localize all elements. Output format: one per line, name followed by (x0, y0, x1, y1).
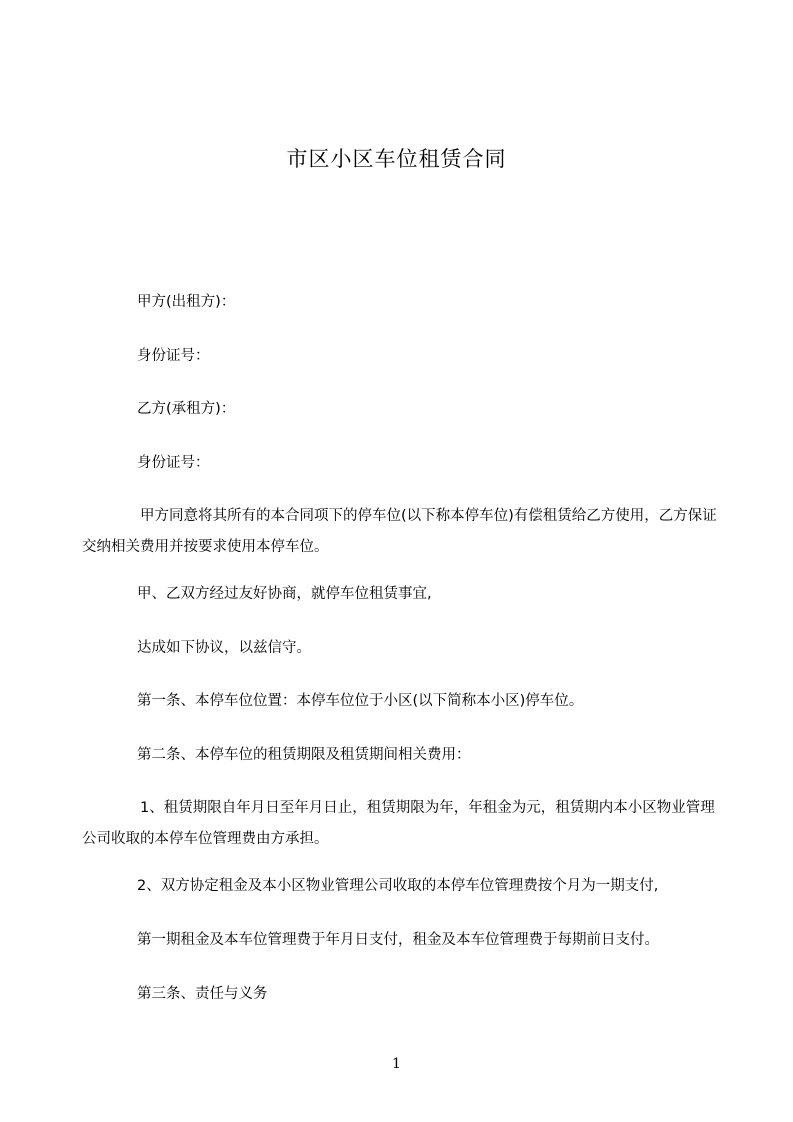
party-b-label: 乙方(承租方)： (137, 401, 236, 417)
first-payment-line: 第一期租金及本车位管理费于年月日支付，租金及本车位管理费于每期前日支付。 (137, 932, 659, 948)
party-a-id-label: 身份证号： (137, 348, 210, 364)
page-number: 1 (392, 1056, 401, 1072)
payment-terms-line: 2、双方协定租金及本小区物业管理公司收取的本停车位管理费按个月为一期支付, (137, 878, 659, 894)
document-title: 市区小区车位租赁合同 (286, 147, 507, 171)
lease-term-paragraph: 1、租赁期限自年月日至年月日止，租赁期限为年，年租金为元，租赁期内本小区物业管理公司收取的本停车位管理费由方承担。 (82, 800, 715, 847)
article-1: 第一条、本停车位位置：本停车位位于小区(以下简称本小区)停车位。 (137, 693, 584, 709)
agreement-line: 达成如下协议，以兹信守。 (137, 640, 311, 656)
party-b-id-label: 身份证号： (137, 455, 210, 471)
party-a-label: 甲方(出租方)： (137, 294, 236, 310)
article-3-heading: 第三条、责任与义务 (137, 986, 268, 1002)
agreement-paragraph: 甲方同意将其所有的本合同项下的停车位(以下称本停车位)有偿租赁给乙方使用，乙方保证交纳相关费用并按要求使用本停车位。 (82, 508, 717, 555)
article-2-heading: 第二条、本停车位的租赁期限及租赁期间相关费用： (137, 747, 471, 763)
negotiation-line: 甲、乙双方经过友好协商，就停车位租赁事宜, (137, 586, 432, 602)
